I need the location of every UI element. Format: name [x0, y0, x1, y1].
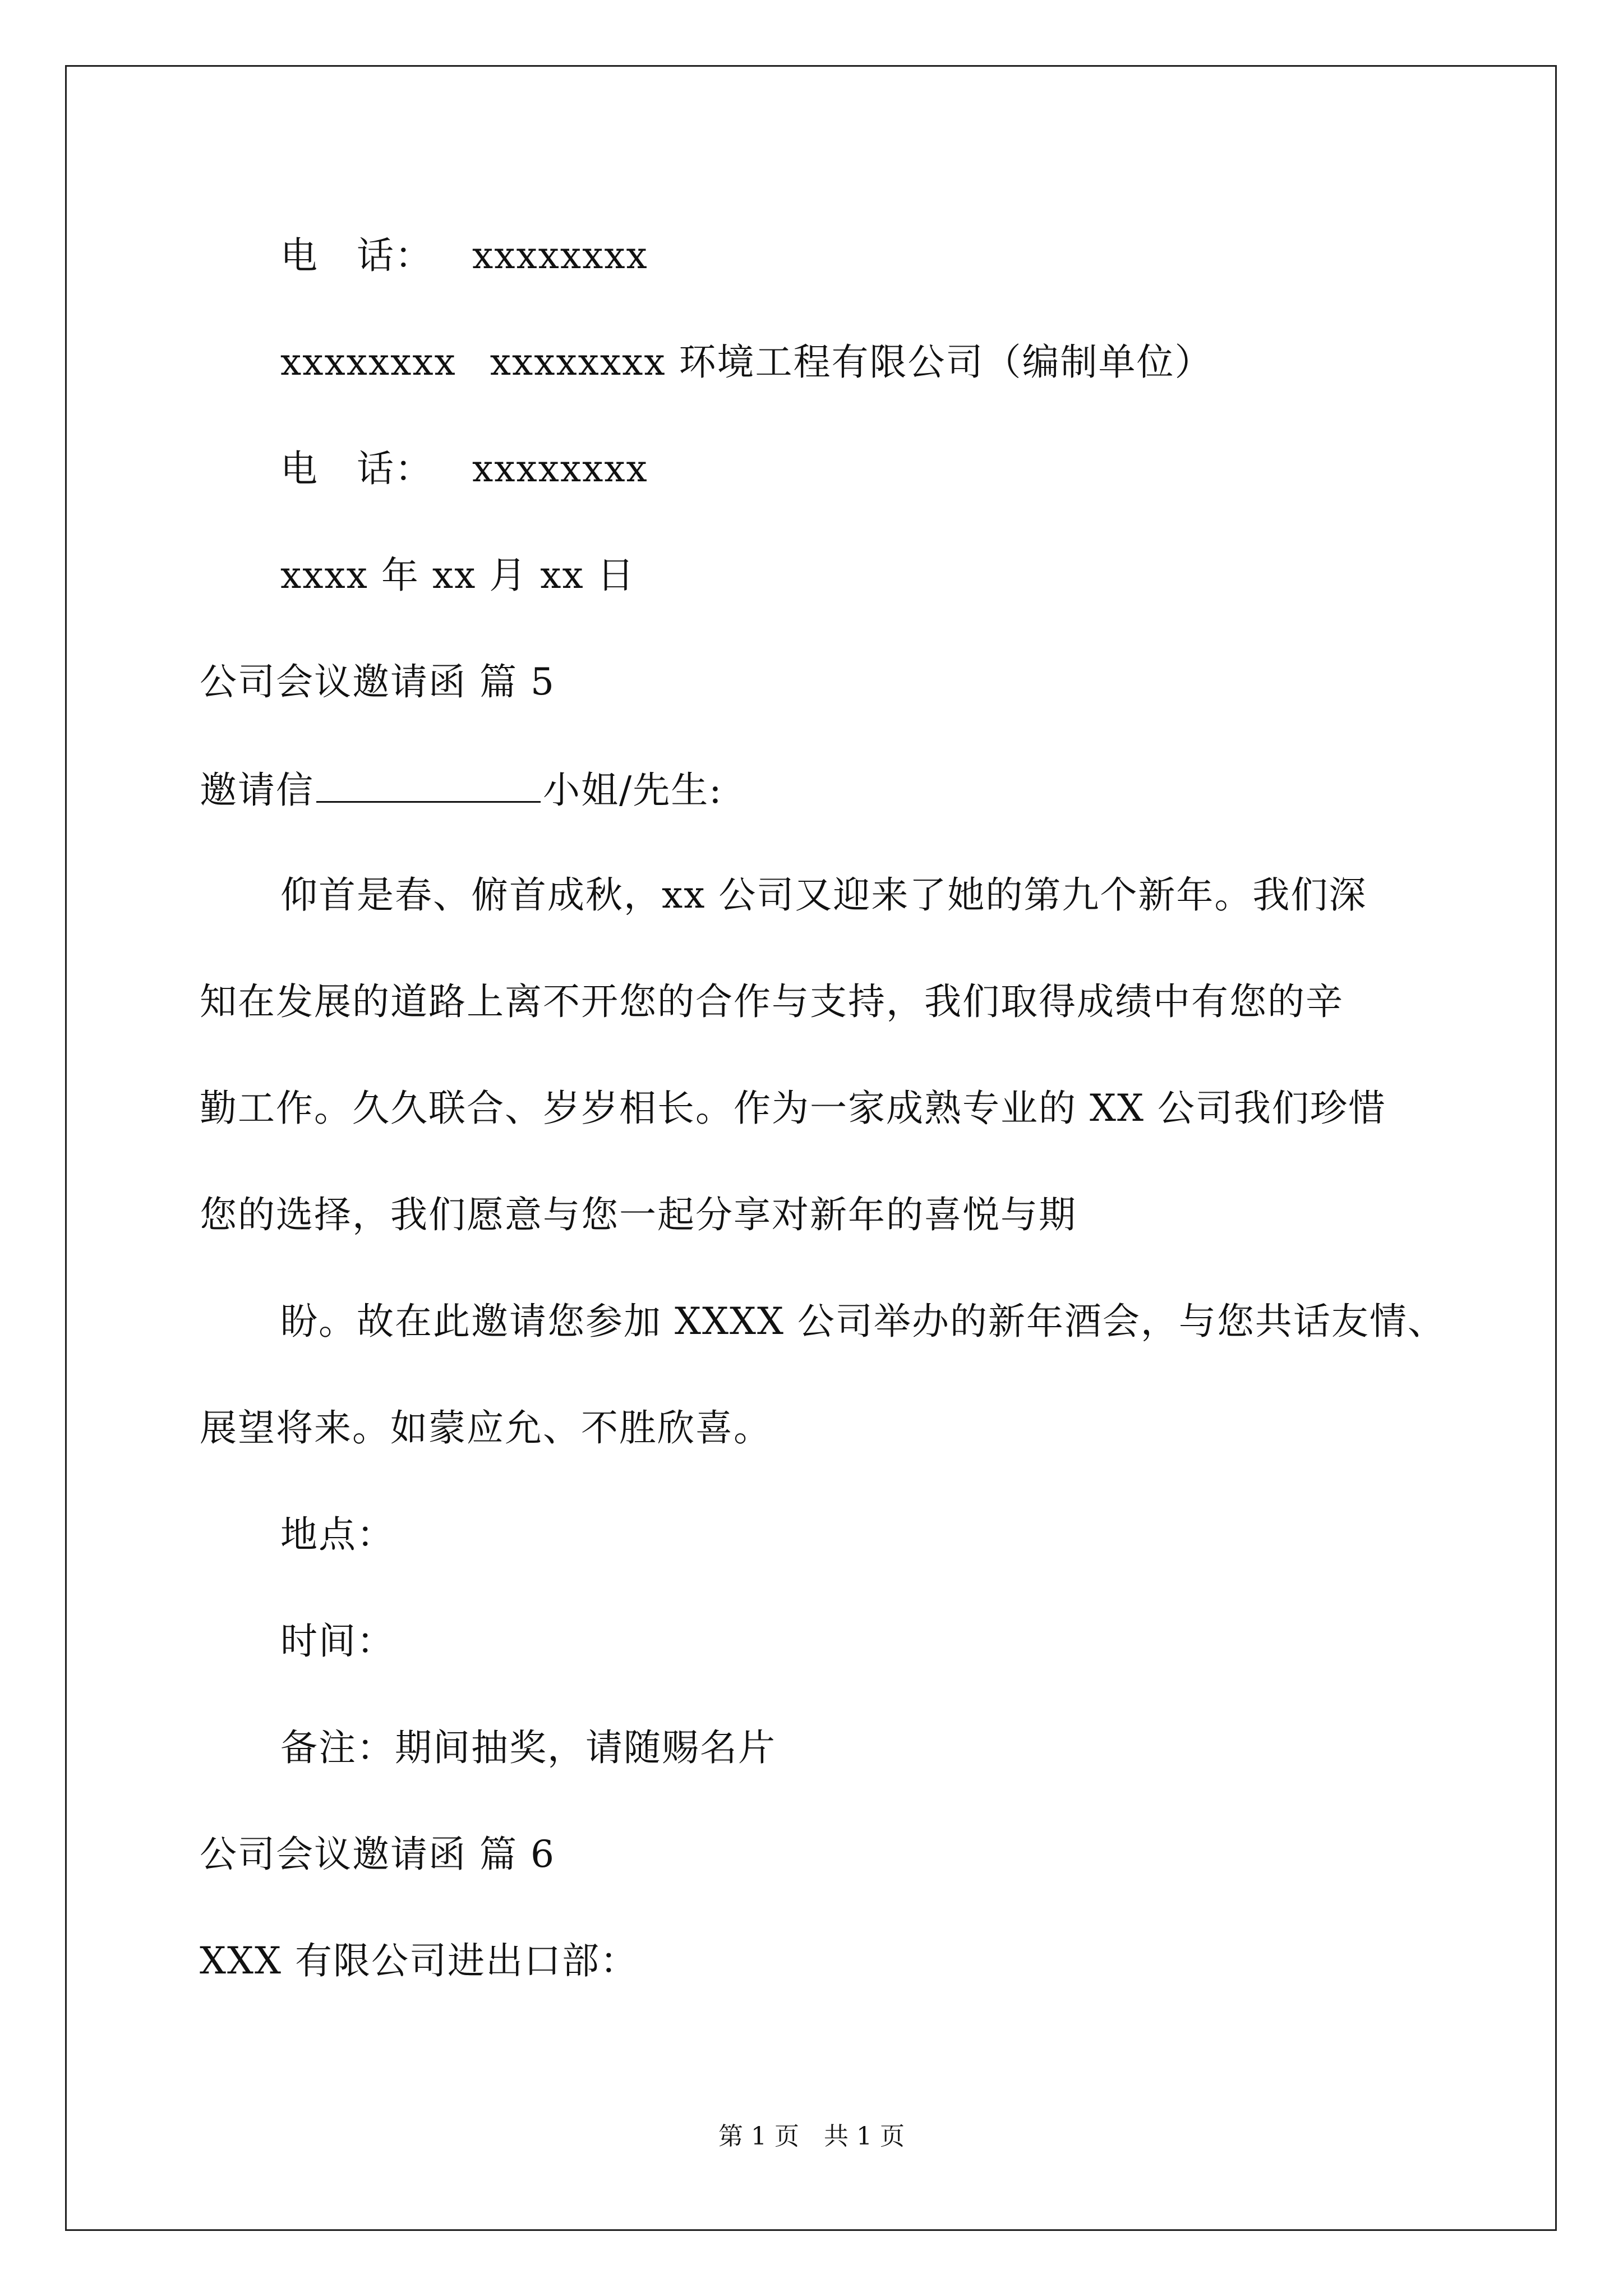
phone-line-1	[280, 233, 648, 278]
page-border	[65, 65, 1557, 2231]
company-line	[280, 340, 1213, 385]
phone-value: xxxxxxxx	[472, 447, 648, 490]
phone-line-2	[280, 447, 648, 491]
date-line: xxxx 年 xx 月 xx 日	[280, 554, 635, 597]
paragraph-line: 展望将来。如蒙应允、不胜欣喜。	[200, 1406, 772, 1450]
company-code: xxxxxxxx	[280, 341, 457, 384]
phone-label: 电 话：	[280, 447, 433, 490]
name-blank	[316, 766, 541, 803]
section-heading-5: 公司会议邀请函 篇 5	[200, 660, 555, 703]
greeting-prefix: 邀请信	[200, 769, 314, 812]
greeting-line	[200, 766, 722, 813]
recipient-line: XXX 有限公司进出口部：	[200, 1939, 638, 1982]
paragraph-line: 勤工作。久久联合、岁岁相长。作为一家成熟专业的 XX 公司我们珍惜	[200, 1087, 1386, 1130]
phone-value: xxxxxxxx	[472, 234, 648, 277]
paragraph-line: 您的选择，我们愿意与您一起分享对新年的喜悦与期	[200, 1193, 1077, 1236]
phone-label: 电 话：	[280, 234, 433, 277]
company-name: xxxxxxxx 环境工程有限公司（编制单位）	[490, 341, 1213, 384]
paragraph-line: 盼。故在此邀请您参加 XXXX 公司举办的新年酒会，与您共话友情、	[280, 1300, 1446, 1343]
paragraph-line: 仰首是春、俯首成秋，xx 公司又迎来了她的第九个新年。我们深	[280, 873, 1367, 917]
note-line: 备注：期间抽奖，请随赐名片	[280, 1726, 776, 1769]
time-label: 时间：	[280, 1619, 395, 1663]
paragraph-line: 知在发展的道路上离不开您的合作与支持，我们取得成绩中有您的辛	[200, 980, 1344, 1023]
section-heading-6: 公司会议邀请函 篇 6	[200, 1833, 555, 1876]
location-label: 地点：	[280, 1513, 395, 1556]
page-footer: 第 1 页 共 1 页	[718, 2122, 905, 2151]
greeting-suffix: 小姐/先生:	[543, 769, 723, 812]
